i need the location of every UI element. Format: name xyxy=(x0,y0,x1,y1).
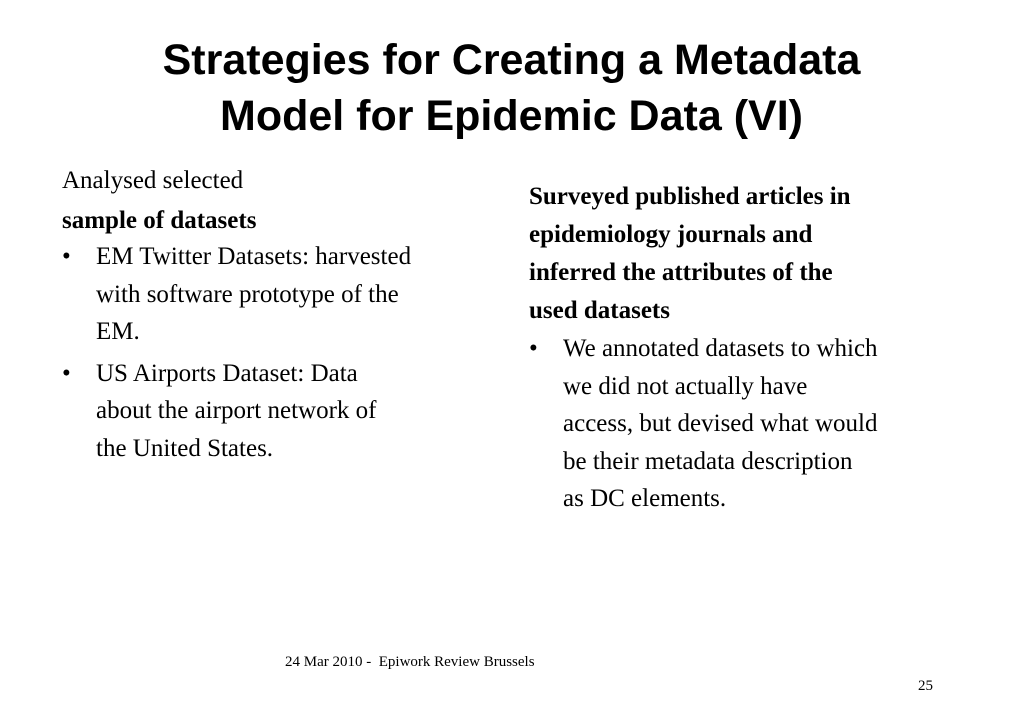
bullet-line: access, but devised what would xyxy=(563,410,878,437)
bullet-line: EM. xyxy=(96,318,140,345)
list-item xyxy=(62,238,502,351)
left-intro-text: Analysed selected xyxy=(62,167,244,194)
right-bullet-list xyxy=(529,330,969,518)
slide-title xyxy=(0,32,1023,144)
slide-title-line-1: Strategies for Creating a Metadata xyxy=(162,36,861,84)
bullet-line: with software prototype of the xyxy=(96,280,399,308)
page-number: 25 xyxy=(918,678,933,694)
bullet-line: as DC elements. xyxy=(563,485,727,512)
bullet-icon: • xyxy=(62,243,71,270)
right-heading-line: used datasets xyxy=(529,297,670,324)
bullet-icon: • xyxy=(529,335,538,362)
right-column xyxy=(529,178,969,518)
bullet-line: be their metadata description xyxy=(563,447,853,475)
slide-footer: 24 Mar 2010 - Epiwork Review Brussels xyxy=(285,654,535,670)
left-intro-bold-text: sample of datasets xyxy=(62,207,257,234)
list-item xyxy=(529,330,969,518)
right-heading-line: Surveyed published articles in xyxy=(529,183,851,210)
slide-title-line-2: Model for Epidemic Data (VI) xyxy=(220,92,803,140)
right-heading xyxy=(529,178,969,330)
bullet-line: the United States. xyxy=(96,434,274,462)
bullet-line: We annotated datasets to which xyxy=(563,335,878,362)
bullet-icon: • xyxy=(62,359,71,387)
bullet-line: about the airport network of xyxy=(96,397,377,424)
bullet-line: we did not actually have xyxy=(563,372,808,400)
right-heading-line: inferred the attributes of the xyxy=(529,259,833,286)
right-heading-line: epidemiology journals and xyxy=(529,221,813,248)
left-column xyxy=(62,164,502,467)
bullet-line: EM Twitter Datasets: harvested xyxy=(96,243,412,270)
bullet-line: US Airports Dataset: Data xyxy=(96,359,358,387)
left-bullet-list xyxy=(62,238,502,467)
list-item xyxy=(62,355,502,468)
